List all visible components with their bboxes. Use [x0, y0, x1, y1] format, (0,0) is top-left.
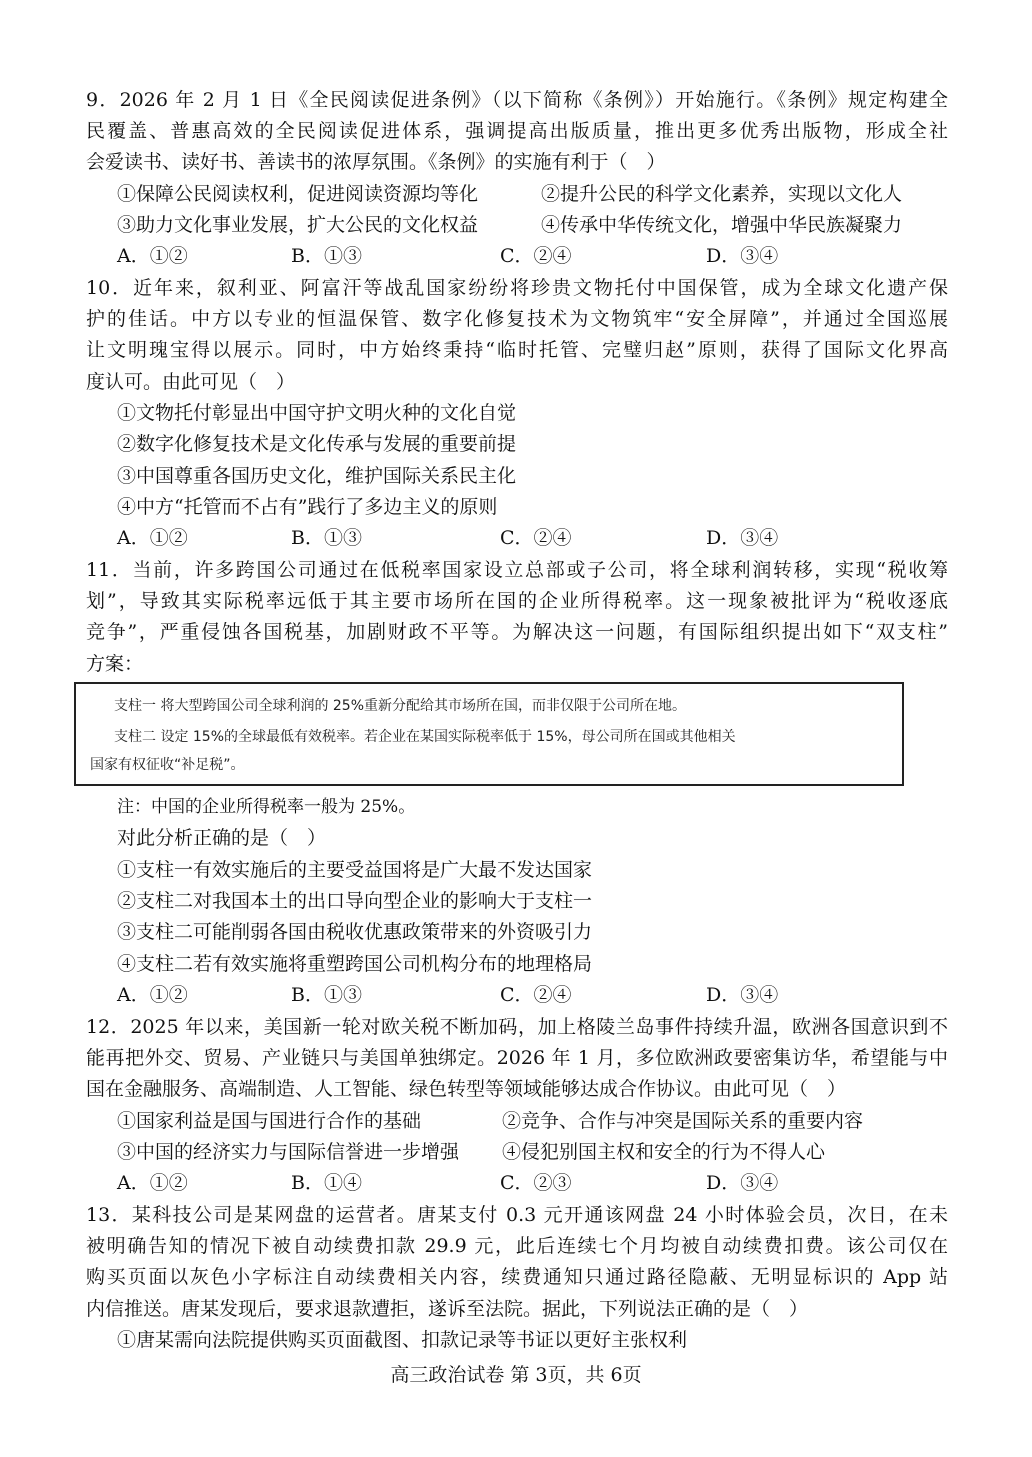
q13-stem-line-3: 购买页面以灰色小字标注自动续费相关内容，续费通知只通过路径隐蔽、无明显标识的 App 站	[86, 1266, 948, 1288]
q12-item-3: ③中国的经济实力与国际信誉进一步增强	[117, 1141, 460, 1163]
q12-stem-line-2: 能再把外交、贸易、产业链只与美国单独绑定。2026 年 1 月，多位欧洲政要密集访华，希望能与中	[86, 1047, 948, 1069]
q9-item-3: ③助力文化事业发展，扩大公民的文化权益	[117, 214, 479, 236]
q11-option-d: D．③④	[706, 984, 779, 1006]
q12-item-1: ①国家利益是国与国进行合作的基础	[117, 1110, 422, 1132]
q9-option-d: D．③④	[706, 245, 779, 267]
q12-option-a: A．①②	[117, 1172, 188, 1194]
q9-option-a: A．①②	[117, 245, 188, 267]
q12-stem-line-3: 国在金融服务、高端制造、人工智能、绿色转型等领域能够达成合作协议。由此可见（ ）	[86, 1078, 847, 1100]
q13-stem-line-4: 内信推送。唐某发现后，要求退款遭拒，遂诉至法院。据此，下列说法正确的是（ ）	[86, 1298, 809, 1320]
q11-item-2: ②支柱二对我国本土的出口导向型企业的影响大于支柱一	[117, 890, 593, 912]
q10-option-c: C．②④	[500, 527, 572, 549]
q10-stem-line-1: 10．近年来，叙利亚、阿富汗等战乱国家纷纷将珍贵文物托付中国保管，成为全球文化遗产保	[86, 277, 948, 299]
q10-option-a: A．①②	[117, 527, 188, 549]
q10-item-3: ③中国尊重各国历史文化，维护国际关系民主化	[117, 465, 517, 487]
q12-stem-line-1: 12．2025 年以来，美国新一轮对欧关税不断加码，加上格陵兰岛事件持续升温，欧洲各国意识到不	[86, 1016, 948, 1038]
q10-stem-line-3: 让文明瑰宝得以展示。同时，中方始终秉持“临时托管、完璧归赵”原则，获得了国际文化界高	[86, 339, 948, 361]
q12-item-4: ④侵犯别国主权和安全的行为不得人心	[502, 1141, 826, 1163]
q11-option-a: A．①②	[117, 984, 188, 1006]
q10-item-2: ②数字化修复技术是文化传承与发展的重要前提	[117, 433, 517, 455]
two-pillar-box	[74, 682, 904, 786]
q10-item-1: ①文物托付彰显出中国守护文明火种的文化自觉	[117, 402, 517, 424]
q11-item-4: ④支柱二若有效实施将重塑跨国公司机构分布的地理格局	[117, 953, 593, 975]
q11-item-1: ①支柱一有效实施后的主要受益国将是广大最不发达国家	[117, 859, 593, 881]
q11-stem-line-2: 划”，导致其实际税率远低于其主要市场所在国的企业所得税率。这一现象被批评为“税收逐底	[86, 590, 948, 612]
q13-stem-line-2: 被明确告知的情况下被自动续费扣款 29.9 元，此后连续七个月均被自动续费扣费。该公司仅在	[86, 1235, 948, 1257]
q10-option-d: D．③④	[706, 527, 779, 549]
q12-option-c: C．②③	[500, 1172, 572, 1194]
q9-item-2: ②提升公民的科学文化素养，实现以文化人	[541, 183, 903, 205]
q9-stem-line-2: 民覆盖、普惠高效的全民阅读促进体系，强调提高出版质量，推出更多优秀出版物，形成全社	[86, 120, 948, 142]
q12-option-d: D．③④	[706, 1172, 779, 1194]
q9-item-4: ④传承中华传统文化，增强中华民族凝聚力	[541, 214, 903, 236]
q13-stem-line-1: 13．某科技公司是某网盘的运营者。唐某支付 0.3 元开通该网盘 24 小时体验会员，次日，在未	[86, 1204, 948, 1226]
q12-option-b: B．①④	[291, 1172, 362, 1194]
q9-option-b: B．①③	[291, 245, 362, 267]
q11-note: 注：中国的企业所得税率一般为 25%。	[117, 797, 416, 817]
q11-stem-line-3: 竞争”，严重侵蚀各国税基，加剧财政不平等。为解决这一问题，有国际组织提出如下“双支柱”	[86, 621, 948, 643]
pillar-two-text: 支柱二 设定 15%的全球最低有效税率。若企业在某国实际税率低于 15%，母公司所在国或其他相关	[114, 729, 736, 745]
q9-option-c: C．②④	[500, 245, 572, 267]
q11-option-b: B．①③	[291, 984, 362, 1006]
q10-option-b: B．①③	[291, 527, 362, 549]
q11-stem-line-1: 11．当前，许多跨国公司通过在低税率国家设立总部或子公司，将全球利润转移，实现“税收筹	[86, 559, 948, 581]
q10-item-4: ④中方“托管而不占有”践行了多边主义的原则	[117, 496, 498, 518]
q9-stem-line-1: 9．2026 年 2 月 1 日《全民阅读促进条例》（以下简称《条例》）开始施行。《条例》规定构建全	[86, 89, 948, 111]
pillar-two-text-cont: 国家有权征收“补足税”。	[90, 757, 245, 773]
q11-stem-line-4: 方案：	[86, 653, 144, 675]
q13-item-1: ①唐某需向法院提供购买页面截图、扣款记录等书证以更好主张权利	[117, 1329, 688, 1351]
q10-stem-line-2: 护的佳话。中方以专业的恒温保管、数字化修复技术为文物筑牢“安全屏障”，并通过全国巡展	[86, 308, 948, 330]
q11-question: 对此分析正确的是（ ）	[117, 827, 327, 849]
q12-item-2: ②竞争、合作与冲突是国际关系的重要内容	[502, 1110, 864, 1132]
q11-option-c: C．②④	[500, 984, 572, 1006]
q11-item-3: ③支柱二可能削弱各国由税收优惠政策带来的外资吸引力	[117, 921, 593, 943]
q10-stem-line-4: 度认可。由此可见（ ）	[86, 371, 296, 393]
q9-item-1: ①保障公民阅读权利，促进阅读资源均等化	[117, 183, 479, 205]
pillar-one-text: 支柱一 将大型跨国公司全球利润的 25%重新分配给其市场所在国，而非仅限于公司所在地。	[114, 698, 687, 714]
q9-stem-line-3: 会爱读书、读好书、善读书的浓厚氛围。《条例》的实施有利于（ ）	[86, 151, 666, 173]
page-footer: 高三政治试卷 第 3页，共 6页	[390, 1364, 642, 1386]
